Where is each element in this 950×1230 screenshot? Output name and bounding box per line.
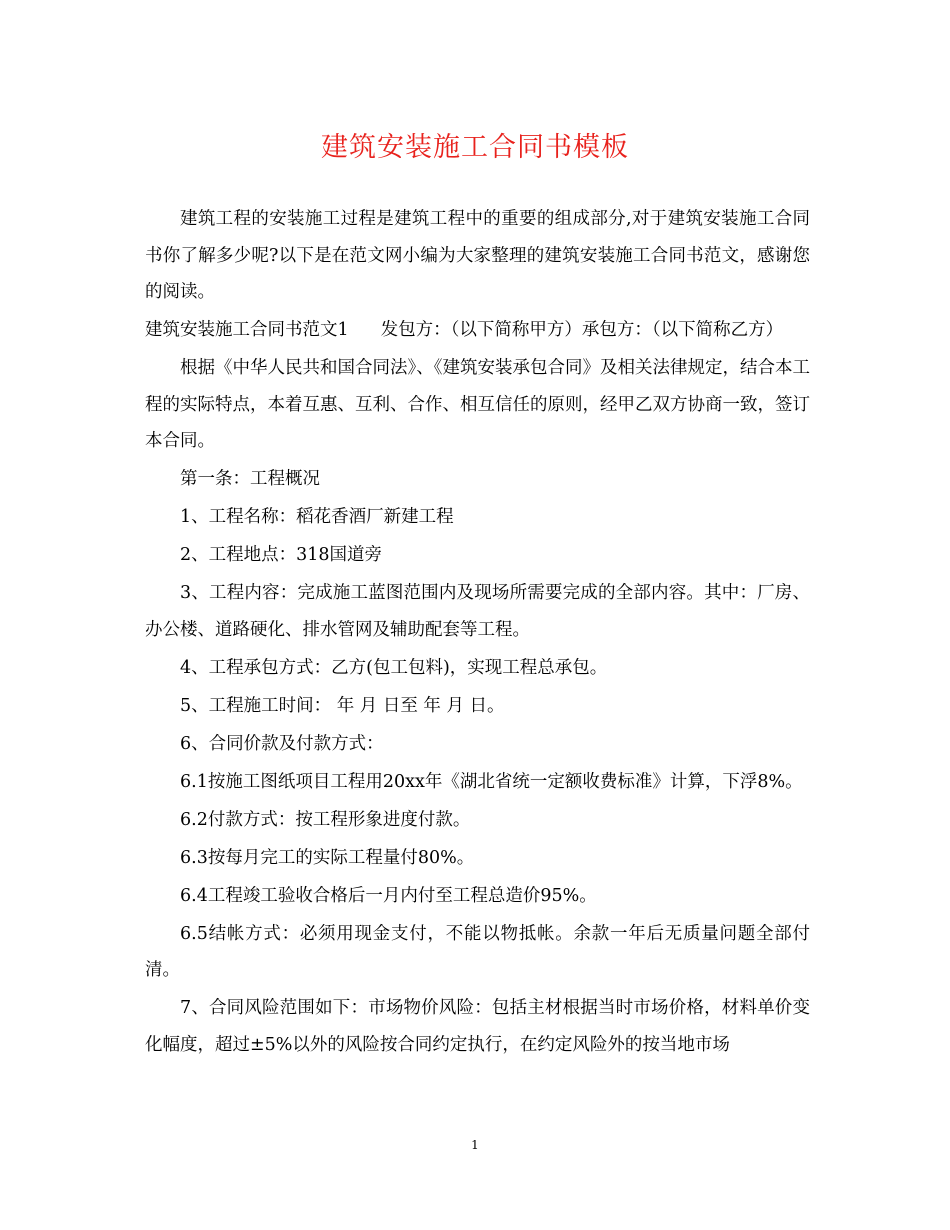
document-body <box>145 201 810 1063</box>
paragraph-clause-6-1: 6.1按施工图纸项目工程用20xx年《湖北省统一定额收费标准》计算，下浮8%。 <box>180 771 803 792</box>
paragraph-sample-heading <box>145 312 810 349</box>
paragraph-article-1: 第一条：工程概况 <box>180 469 320 489</box>
page-number: 1 <box>471 1138 479 1152</box>
paragraph-clause-6-3: 6.3按每月完工的实际工程量付80%。 <box>180 847 475 868</box>
paragraph-legal-basis: 根据《中华人民共和国合同法》、《建筑安装承包合同》及相关法律规定，结合本工程的实际特点，本着互惠、互利、合作、相互信任的原则，经甲乙双方协商一致，签订本合同。 <box>145 358 810 451</box>
paragraph-project-content: 3、工程内容：完成施工蓝图范围内及现场所需要完成的全部内容。其中：厂房、办公楼、道路硬化、排水管网及辅助配套等工程。 <box>145 583 810 640</box>
party-info-text: 发包方：（以下简称甲方）承包方：（以下简称乙方） <box>380 320 784 340</box>
paragraph-price-payment: 6、合同价款及付款方式： <box>180 733 384 754</box>
paragraph-intro: 建筑工程的安装施工过程是建筑工程中的重要的组成部分,对于建筑安装施工合同书你了解多少呢?以下是在范文网小编为大家整理的建筑安装施工合同书范文，感谢您的阅读。 <box>145 209 810 302</box>
paragraph-risk-scope: 7、合同风险范围如下：市场物价风险：包括主材根据当时市场价格，材料单价变化幅度，超过±5%以外的风险按合同约定执行，在约定风险外的按当地市场 <box>145 998 810 1055</box>
paragraph-project-name: 1、工程名称：稻花香酒厂新建工程 <box>180 507 454 527</box>
document-title: 建筑安装施工合同书模板 <box>321 132 629 163</box>
paragraph-contract-mode: 4、工程承包方式：乙方(包工包料)，实现工程总承包。 <box>180 657 608 678</box>
paragraph-project-location: 2、工程地点：318国道旁 <box>180 545 383 565</box>
paragraph-construction-time: 5、工程施工时间： 年 月 日至 年 月 日。 <box>180 695 505 716</box>
paragraph-clause-6-4: 6.4工程竣工验收合格后一月内付至工程总造价95%。 <box>180 885 597 906</box>
paragraph-clause-6-2: 6.2付款方式：按工程形象进度付款。 <box>180 809 471 830</box>
sample-heading-text: 建筑安装施工合同书范文1 <box>145 320 349 340</box>
paragraph-clause-6-5: 6.5结帐方式：必须用现金支付，不能以物抵帐。余款一年后无质量问题全部付清。 <box>145 923 810 980</box>
